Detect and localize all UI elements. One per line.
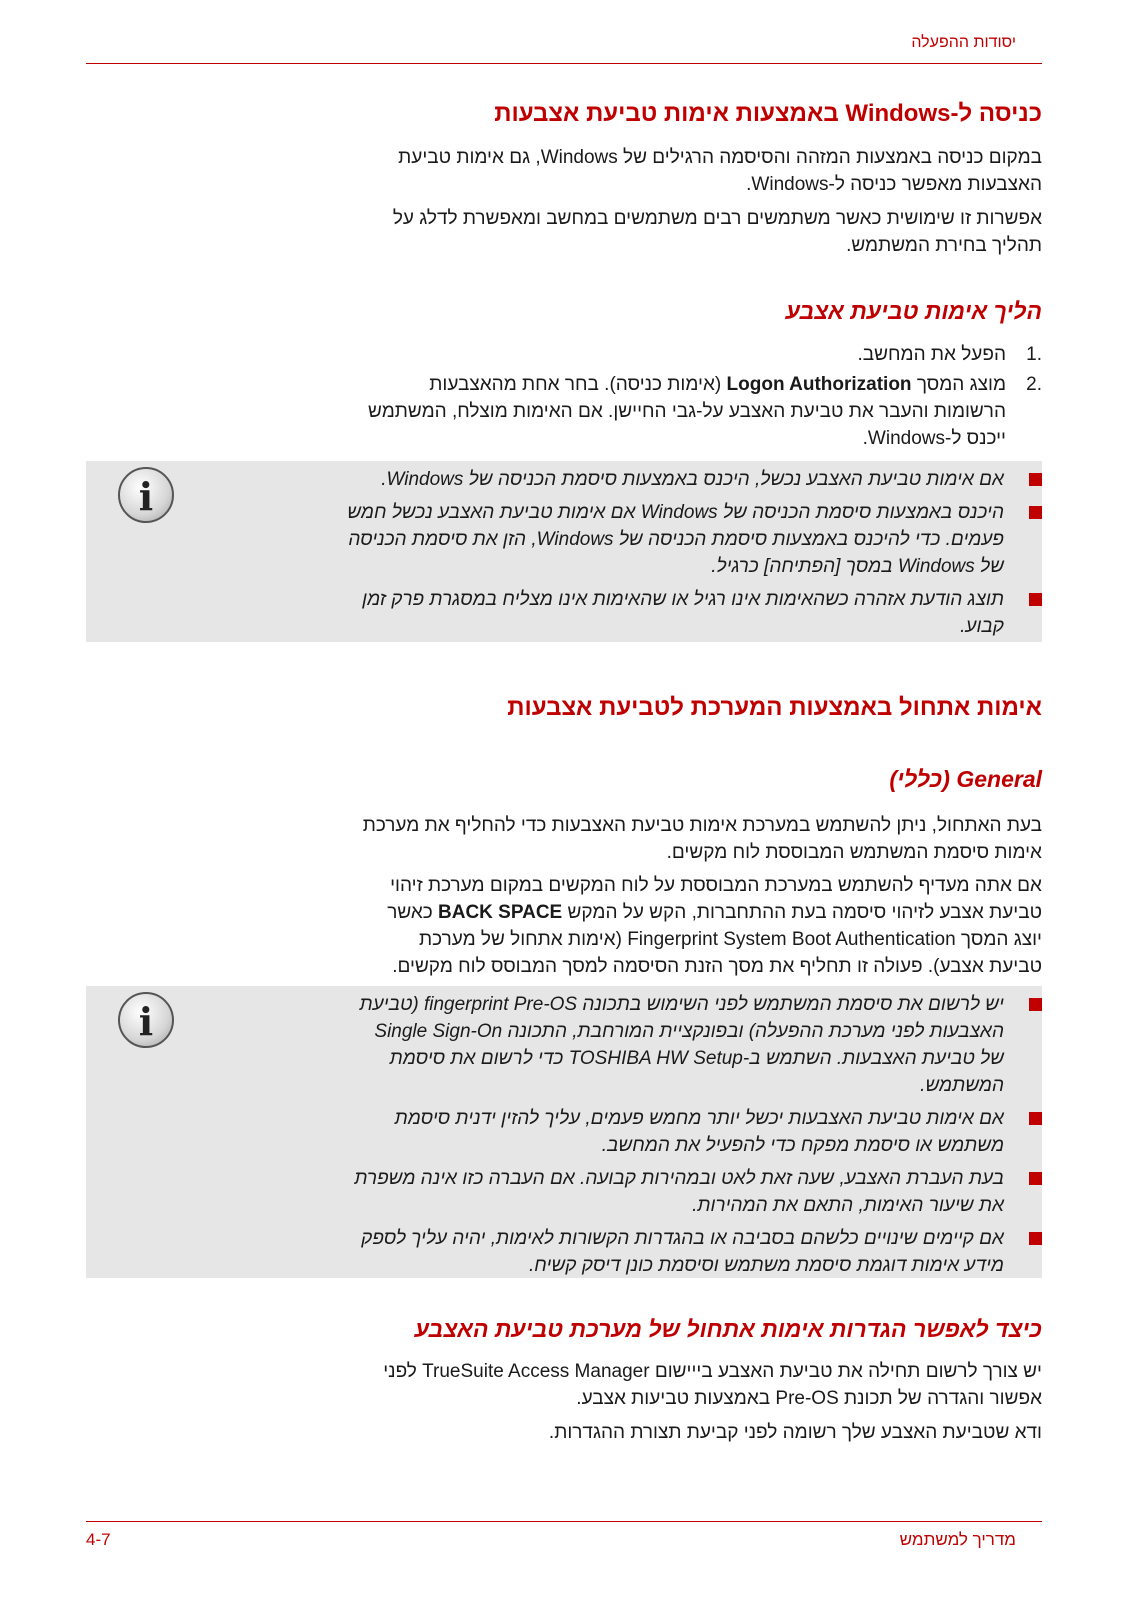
page-number: 4-7 [86, 1530, 111, 1549]
paragraph: במקום כניסה באמצעות המזהה והסיסמה הרגילים של Windows, גם אימות טביעת האצבעות מאפשר כניסה ל-Windows. [398, 147, 1042, 195]
bullet-icon [1029, 473, 1042, 486]
bullet-icon [1029, 998, 1042, 1011]
list-item: אם קיימים שינויים כלשהם בסביבה או בהגדרות הקשורות לאימות, יהיה עליך לספק מידע אימות דוגמת סיסמת משתמש וסיסמת כונן דיסק קשיח. [247, 1225, 1042, 1279]
section-title-windows-login: כניסה ל-Windows באמצעות אימות טביעת אצבעות [494, 100, 1042, 127]
procedure-title: הליך אימות טביעת אצבע [785, 298, 1042, 324]
note-list [247, 466, 1042, 646]
note-box [86, 986, 1042, 1278]
note-list [247, 991, 1042, 1285]
header-rule [86, 63, 1042, 64]
bullet-icon [1029, 1232, 1042, 1245]
paragraph: ודא שטביעת האצבע שלך רשומה לפני קביעת תצורת ההגדרות. [548, 1422, 1042, 1443]
guide-title: מדריך למשתמש [899, 1530, 1016, 1549]
paragraph: אם אתה מעדיף להשתמש במערכת המבוססת על לוח המקשים במקום מערכת זיהוי טביעת אצבע לזיהוי סיסמה בעת ההתחברות, הקש על המקש BACK SPACE כאשר יוצג המסך Fingerprint System Boot Authentication (אימות אתחול של מערכת טביעת אצבע). פעולה זו תחליף את מסך הזנת הסיסמה למסך המבוסס לוח מקשים. [387, 875, 1042, 977]
list-item: אם אימות טביעת האצבעות יכשל יותר מחמש פעמים, עליך להזין ידנית סיסמת משתמש או סיסמת מפקח כדי להפעיל את המחשב. [247, 1105, 1042, 1159]
bullet-icon [1029, 1112, 1042, 1125]
bullet-icon [1029, 506, 1042, 519]
list-item: .1 הפעל את המחשב. [857, 344, 1042, 365]
bullet-icon [1029, 1172, 1042, 1185]
paragraph: יש צורך לרשום תחילה את טביעת האצבע בייישום TrueSuite Access Manager לפני אפשור והגדרה של תכונת Pre-OS באמצעות טביעות אצבע. [383, 1361, 1042, 1409]
list-item: בעת העברת האצבע, שעה זאת לאט ובמהירות קבועה. אם העברה כזו אינה משפרת את שיעור האימות, התאם את המהירות. [247, 1165, 1042, 1219]
paragraph: אפשרות זו שימושית כאשר משתמשים רבים משתמשים במחשב ומאפשרת לדלג על תהליך בחירת המשתמש. [392, 208, 1042, 256]
procedure-steps [232, 341, 1042, 455]
info-icon: i [118, 992, 174, 1048]
running-title: יסודות ההפעלה [911, 34, 1016, 51]
list-item: .2 מוצג המסך Logon Authorization (אימות כניסה). בחר אחת מהאצבעות הרשומות והעבר את טביעת האצבע על-גבי החיישן. אם האימות מוצלח, המשתמש ייכנס ל-Windows. [368, 374, 1042, 449]
subsection-title-general: General (כללי) [889, 766, 1042, 792]
subsection-title-enable-settings: כיצד לאפשר הגדרות אימות אתחול של מערכת טביעת האצבע [414, 1316, 1042, 1342]
info-icon: i [118, 467, 174, 523]
section-title-boot-authentication: אימות אתחול באמצעות המערכת לטביעת אצבעות [507, 694, 1042, 721]
list-item: היכנס באמצעות סיסמת הכניסה של Windows אם אימות טביעת האצבע נכשל חמש פעמים. כדי להיכנס באמצעות סיסמת הכניסה של Windows, הזן את סיסמת הכניסה של Windows במסך [הפתיחה] כרגיל. [247, 499, 1042, 580]
note-box [86, 461, 1042, 642]
list-item: יש לרשום את סיסמת המשתמש לפני השימוש בתכונה fingerprint Pre-OS (טביעת האצבעות לפני מערכת ההפעלה) ובפונקציית המורחבת, התכונה Single Sign-On של טביעת האצבעות. השתמש ב-TOSHIBA HW Setup כדי לרשום את סיסמת המשתמש. [247, 991, 1042, 1099]
paragraph: בעת האתחול, ניתן להשתמש במערכת אימות טביעת האצבעות כדי להחליף את מערכת אימות סיסמת המשתמש המבוססת לוח מקשים. [362, 815, 1042, 863]
list-item: תוצג הודעת אזהרה כשהאימות אינו רגיל או שהאימות אינו מצליח במסגרת פרק זמן קבוע. [247, 586, 1042, 640]
footer-rule [86, 1521, 1042, 1522]
bullet-icon [1029, 593, 1042, 606]
list-item: אם אימות טביעת האצבע נכשל, היכנס באמצעות סיסמת הכניסה של Windows. [247, 466, 1042, 493]
